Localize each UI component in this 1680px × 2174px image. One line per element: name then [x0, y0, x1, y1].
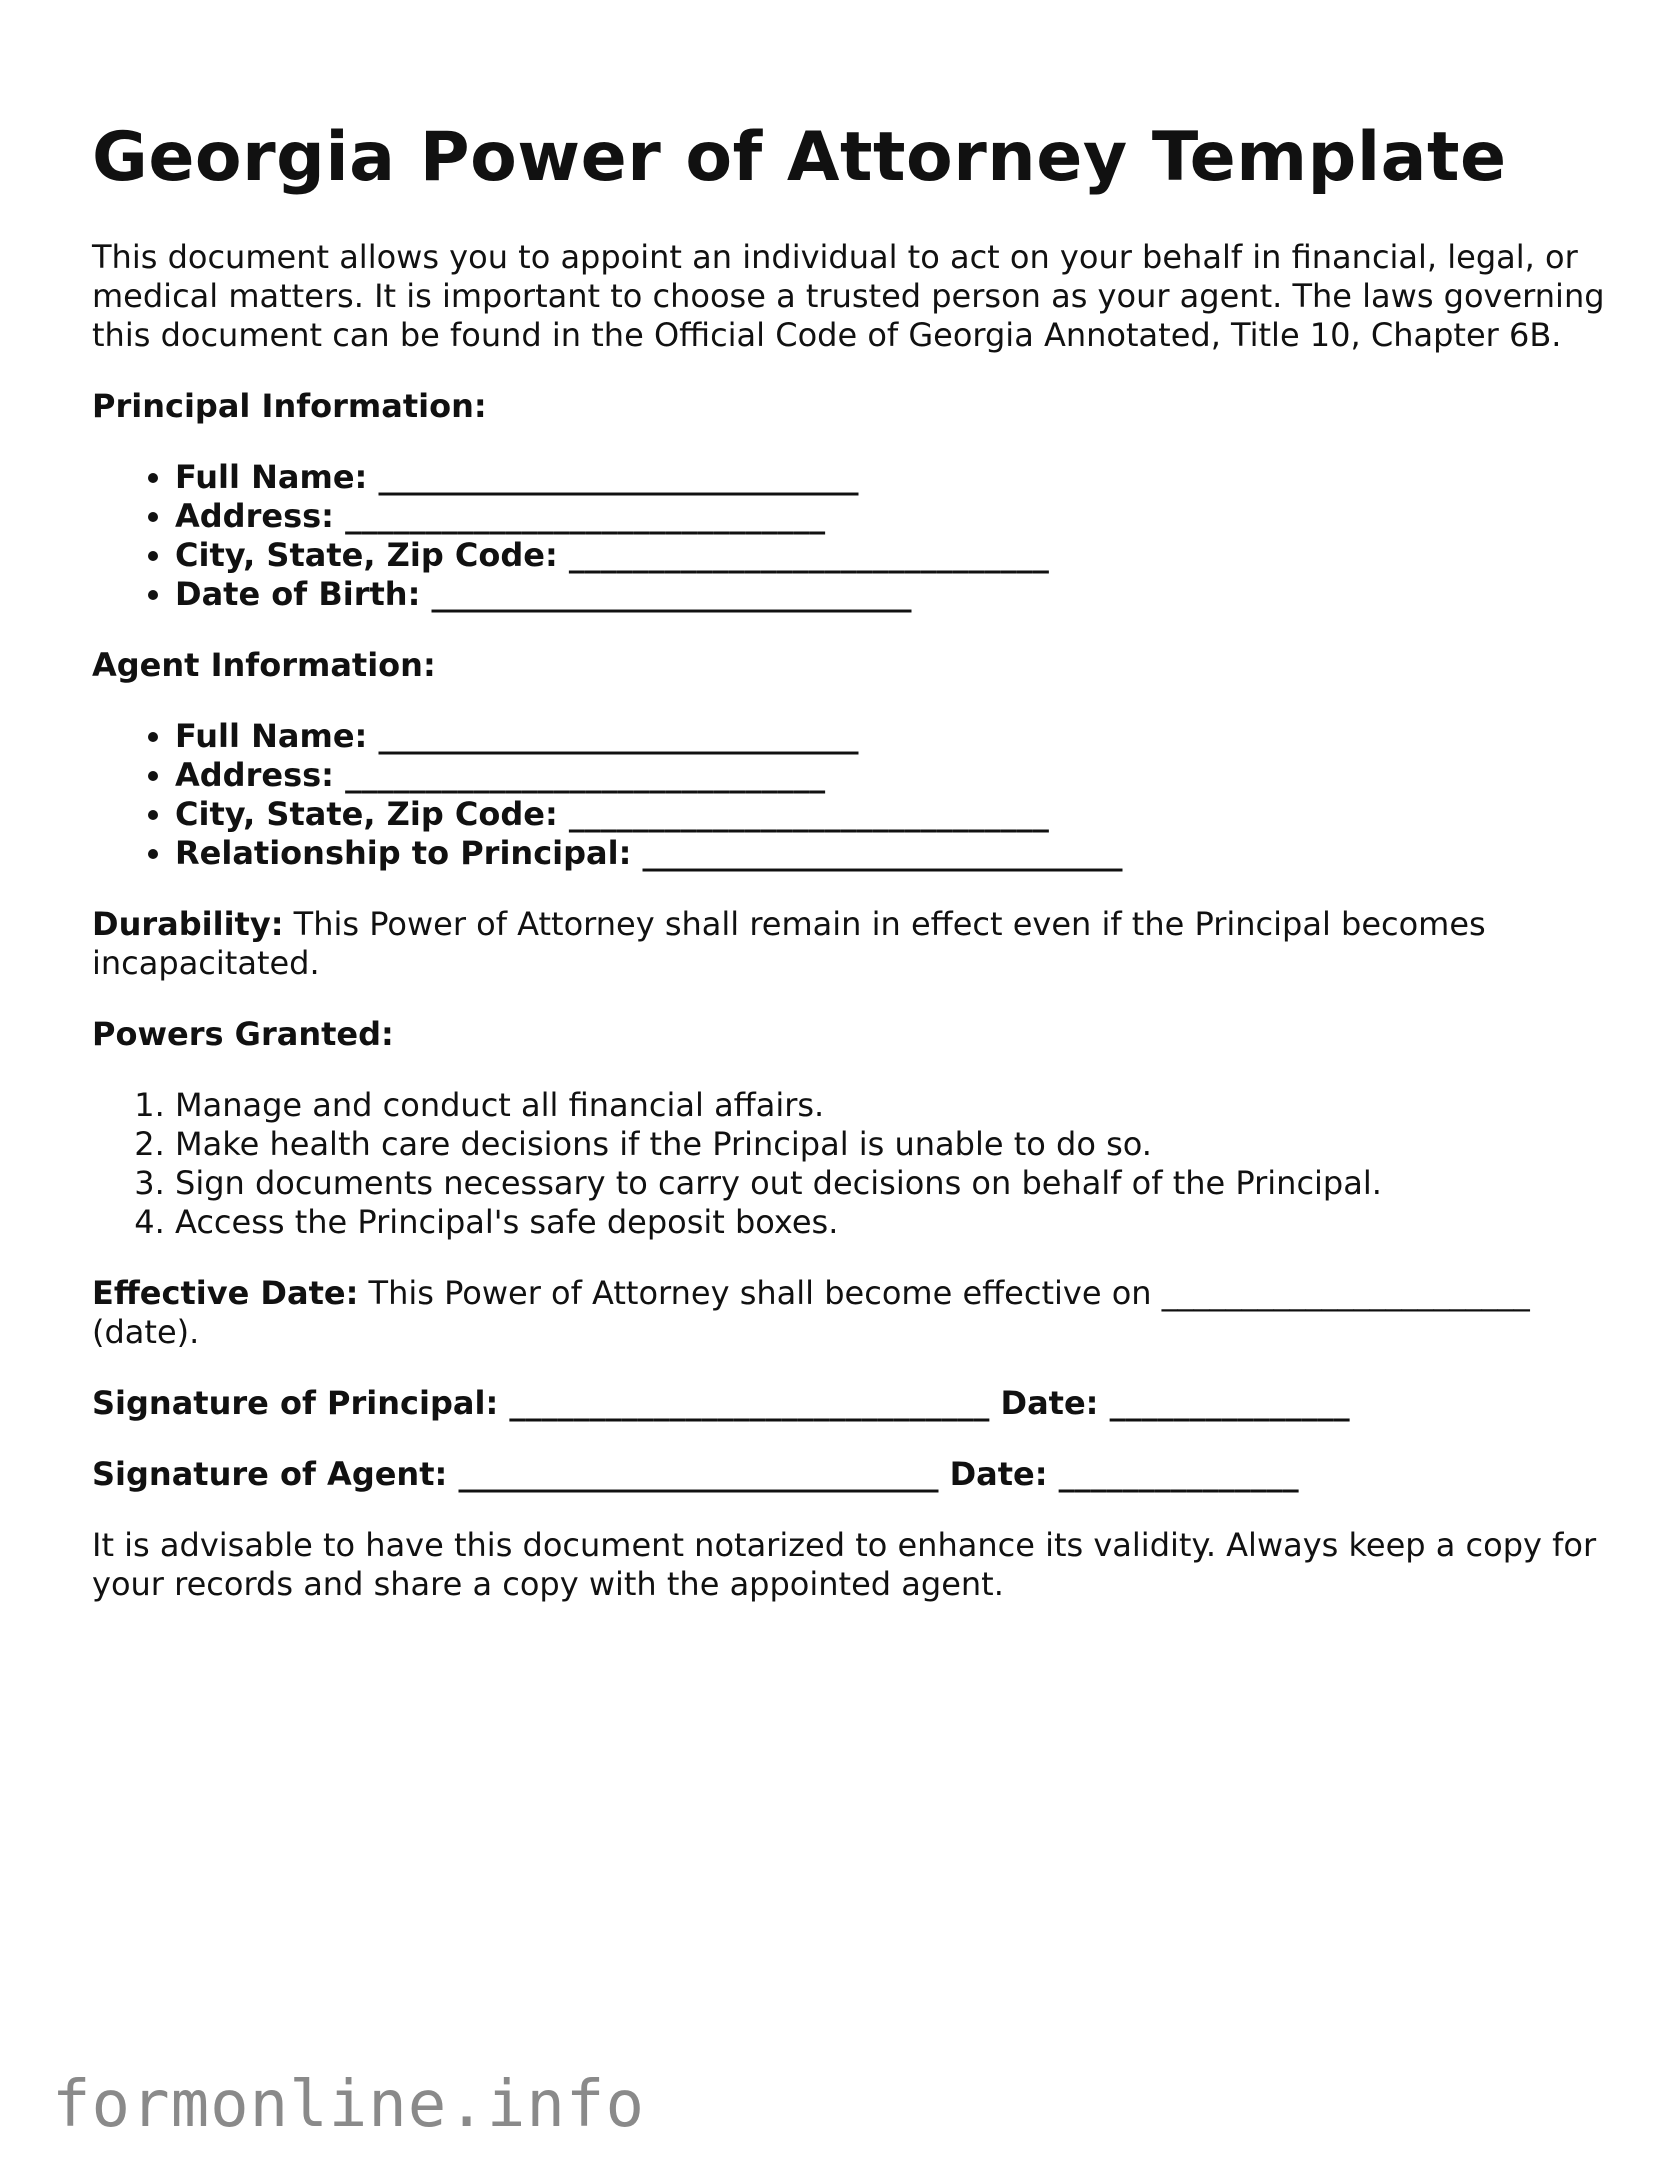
power-item: 2. Make health care decisions if the Principal is unable to do so.: [175, 1125, 1612, 1164]
blank-line: ______________________________: [378, 458, 859, 496]
document-page: [92, 0, 1612, 1604]
effective-date-paragraph: [92, 1274, 1612, 1352]
agent-address-field: • Address: ______________________________: [175, 756, 1612, 795]
agent-signature-label: Signature of Agent:: [92, 1455, 448, 1493]
durability-text: This Power of Attorney shall remain in effect even if the Principal becomes incapacitated.: [92, 905, 1486, 982]
date-label: Date:: [1000, 1384, 1099, 1422]
effective-date-blank: _______________________: [1161, 1274, 1530, 1312]
powers-heading: Powers Granted:: [92, 1015, 394, 1053]
blank-line: ______________________________: [642, 834, 1123, 872]
principal-heading: Principal Information:: [92, 387, 487, 425]
blank-line: ______________________________: [568, 536, 1049, 574]
effective-date-label: Effective Date:: [92, 1274, 359, 1312]
blank-short: _______________: [1058, 1455, 1299, 1493]
date-label: Date:: [949, 1455, 1048, 1493]
durability-label: Durability:: [92, 905, 284, 943]
blank-line: ______________________________: [458, 1455, 939, 1493]
agent-city-state-zip-field: • City, State, Zip Code: ______________________________: [175, 795, 1612, 834]
blank-line: ______________________________: [345, 497, 826, 535]
durability-paragraph: [92, 905, 1612, 983]
closing-paragraph: It is advisable to have this document notarized to enhance its validity. Always keep a copy for your records and share a copy with the appointed agent.: [92, 1526, 1597, 1603]
principal-signature-line: [92, 1384, 1612, 1423]
watermark: formonline.info: [52, 2068, 645, 2142]
agent-full-name-field: • Full Name: ______________________________: [175, 717, 1612, 756]
principal-signature-label: Signature of Principal:: [92, 1384, 499, 1422]
agent-relationship-field: • Relationship to Principal: ______________________________: [175, 834, 1612, 873]
principal-address-field: • Address: ______________________________: [175, 497, 1612, 536]
power-item: 3. Sign documents necessary to carry out decisions on behalf of the Principal.: [175, 1164, 1612, 1203]
power-item: 1. Manage and conduct all financial affairs.: [175, 1086, 1612, 1125]
blank-line: ______________________________: [509, 1384, 990, 1422]
powers-list: [92, 1086, 1612, 1242]
agent-heading: Agent Information:: [92, 646, 436, 684]
principal-city-state-zip-field: • City, State, Zip Code: ______________________________: [175, 536, 1612, 575]
agent-fields-list: [92, 717, 1612, 873]
principal-fields-list: [92, 458, 1612, 614]
principal-full-name-field: • Full Name: ______________________________: [175, 458, 1612, 497]
effective-date-suffix: (date).: [92, 1313, 200, 1351]
power-item: 4. Access the Principal's safe deposit boxes.: [175, 1203, 1612, 1242]
principal-dob-field: • Date of Birth: ______________________________: [175, 575, 1612, 614]
agent-signature-line: [92, 1455, 1612, 1494]
blank-line: ______________________________: [431, 575, 912, 613]
blank-line: ______________________________: [568, 795, 1049, 833]
page-title: Georgia Power of Attorney Template: [92, 118, 1507, 197]
blank-line: ______________________________: [378, 717, 859, 755]
intro-paragraph: This document allows you to appoint an individual to act on your behalf in financial, legal, or medical matters. It is important to choose a trusted person as your agent. The laws governing this document can be found in the Official Code of Georgia Annotated, Title 10, Chapter 6B.: [92, 238, 1605, 354]
blank-short: _______________: [1109, 1384, 1350, 1422]
effective-date-text: This Power of Attorney shall become effective on: [358, 1274, 1162, 1312]
blank-line: ______________________________: [345, 756, 826, 794]
